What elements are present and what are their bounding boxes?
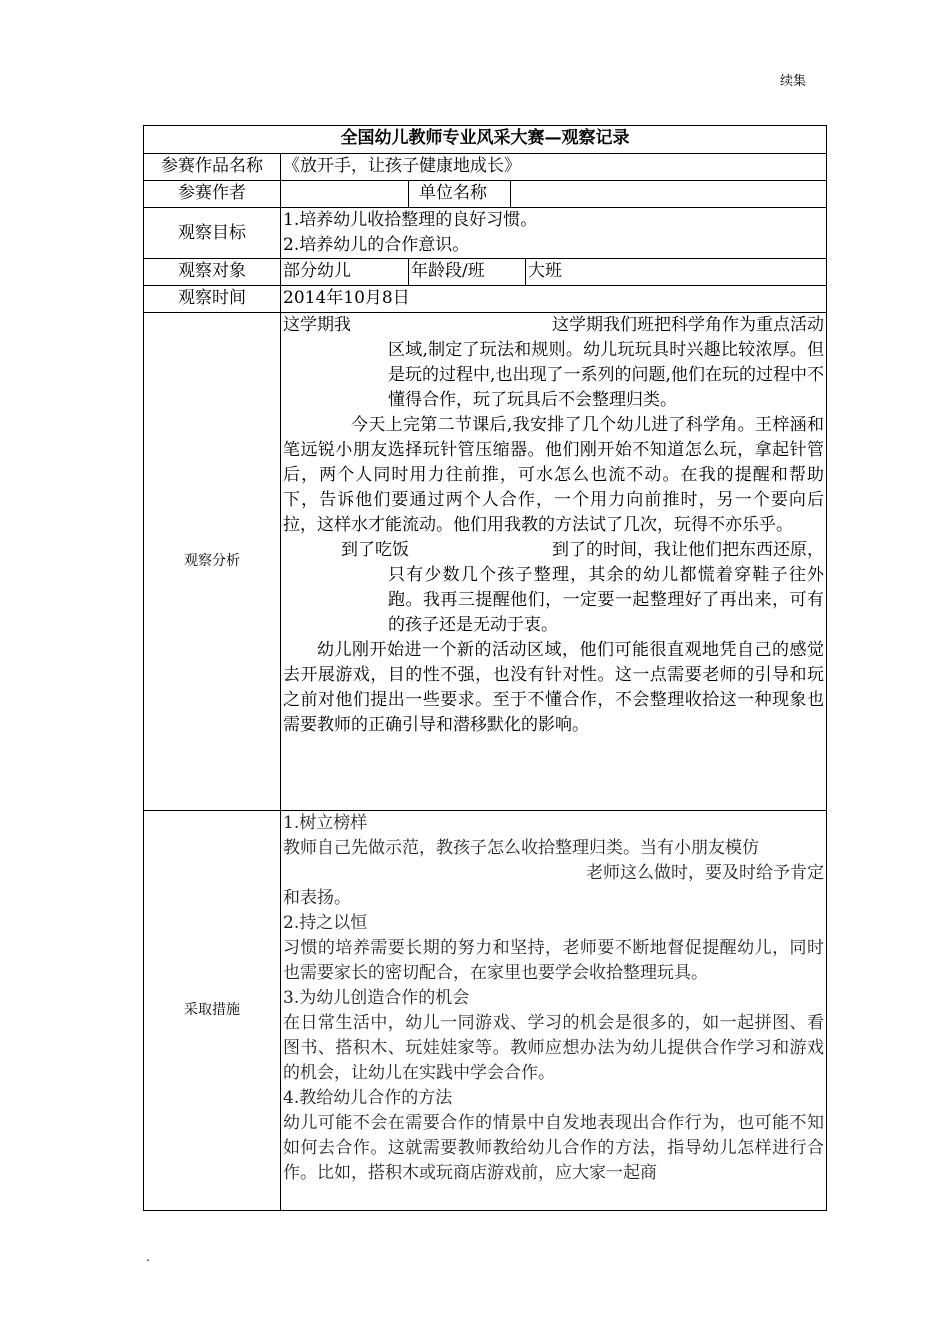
measure-heading: 4.教给幼儿合作的方法: [283, 1088, 453, 1108]
measure-text: 和表扬。: [283, 888, 351, 908]
analysis-row: [144, 312, 826, 810]
analysis-content: [280, 313, 826, 810]
observation-table: [143, 125, 827, 1211]
time-label: 观察时间: [178, 288, 246, 308]
work-name-row: [144, 153, 826, 180]
unit-value: [510, 181, 826, 207]
work-name-label: 参赛作品名称: [161, 156, 263, 176]
footer-mark: .: [146, 1250, 150, 1264]
subject-label: 观察对象: [178, 261, 246, 281]
subject-row: [144, 258, 826, 285]
author-label: 参赛作者: [178, 183, 246, 203]
measure-text: 老师这么做时，要及时给予肯定: [586, 863, 824, 883]
goal-label: 观察目标: [178, 222, 246, 243]
measure-text: 习惯的培养需要长期的努力和坚持，老师要不断地督促提醒幼儿，同时也需要家长的密切配合，在家里也要学会收拾整理玩具。: [283, 938, 824, 983]
header-note: 续集: [780, 74, 807, 89]
measure-heading: 1.树立榜样: [283, 813, 368, 833]
analysis-lead: 到了吃饭: [341, 540, 409, 560]
measure-text: 幼儿可能不会在需要合作的情景中自发地表现出合作行为，也可能不知如何去合作。这就需要教师教给幼儿合作的方法，指导幼儿怎样进行合作。比如，搭积木或玩商店游戏前，应大家一起商: [283, 1113, 824, 1183]
measure-heading: 2.持之以恒: [283, 913, 368, 933]
goal-item: 2.培养幼儿的合作意识。: [283, 235, 470, 255]
table-title: 全国幼儿教师专业风采大赛—观察记录: [340, 128, 630, 148]
measure-text: 教师自己先做示范，教孩子怎么收拾整理归类。当有小朋友模仿: [283, 838, 759, 858]
author-value: [280, 181, 408, 207]
goal-row: [144, 207, 826, 258]
measures-row: [144, 810, 826, 1210]
time-row: [144, 285, 826, 312]
analysis-paragraph: 幼儿刚开始进一个新的活动区域，他们可能很直观地凭自己的感觉去开展游戏，目的性不强，也没有针对性。这一点需要老师的引导和玩之前对他们提出一些要求。至于不懂合作，不会整理收拾这一种现象也需要教师的正确引导和潜移默化的影响。: [283, 640, 824, 735]
measures-content: [280, 811, 826, 1210]
subject-value: 部分幼儿: [280, 259, 408, 285]
analysis-lead: 这学期我: [283, 315, 351, 335]
goal-item: 1.培养幼儿收拾整理的良好习惯。: [283, 210, 538, 230]
measures-label: 采取措施: [184, 1002, 240, 1018]
analysis-lead-right: 这学期我们班把科学角作为重点活动: [552, 315, 824, 335]
author-row: [144, 180, 826, 207]
analysis-lead-line: [283, 313, 824, 338]
table-title-row: [144, 126, 826, 153]
age-label: 年龄段/班: [408, 259, 525, 285]
measure-heading: 3.为幼儿创造合作的机会: [283, 988, 470, 1008]
work-name-value: 《放开手，让孩子健康地成长》: [280, 154, 826, 180]
analysis-label: 观察分析: [184, 553, 240, 569]
time-value: 2014年10月8日: [280, 286, 826, 312]
analysis-lead-right: 到了的时间，我让他们把东西还原，: [552, 540, 824, 560]
analysis-paragraph: 区域,制定了玩法和规则。幼儿玩玩具时兴趣比较浓厚。但是玩的过程中,也出现了一系列的问题,他们在玩的过程中不懂得合作，玩了玩具后不会整理归类。: [388, 340, 824, 410]
measure-text: 在日常生活中，幼儿一同游戏、学习的机会是很多的，如一起拼图、看图书、搭积木、玩娃娃家等。教师应想办法为幼儿提供合作学习和游戏的机会，让幼儿在实践中学会合作。: [283, 1013, 824, 1083]
analysis-lead-line: [283, 538, 824, 563]
analysis-paragraph: 只有少数几个孩子整理，其余的幼儿都慌着穿鞋子往外跑。我再三提醒他们，一定要一起整理好了再出来，可有的孩子还是无动于衷。: [388, 565, 824, 635]
goal-list: [280, 208, 826, 258]
age-value: 大班: [525, 259, 826, 285]
unit-label: 单位名称: [408, 181, 510, 207]
analysis-paragraph: 今天上完第二节课后,我安排了几个幼儿进了科学角。王梓涵和笔远锐小朋友选择玩针管压缩器。他们刚开始不知道怎么玩，拿起针管后，两个人同时用力往前推，可水怎么也流不动。在我的提醒和帮助下，告诉他们要通过两个人合作，一个用力向前推时，另一个要向后拉，这样水才能流动。他们用我教的方法试了几次，玩得不亦乐乎。: [283, 415, 824, 535]
